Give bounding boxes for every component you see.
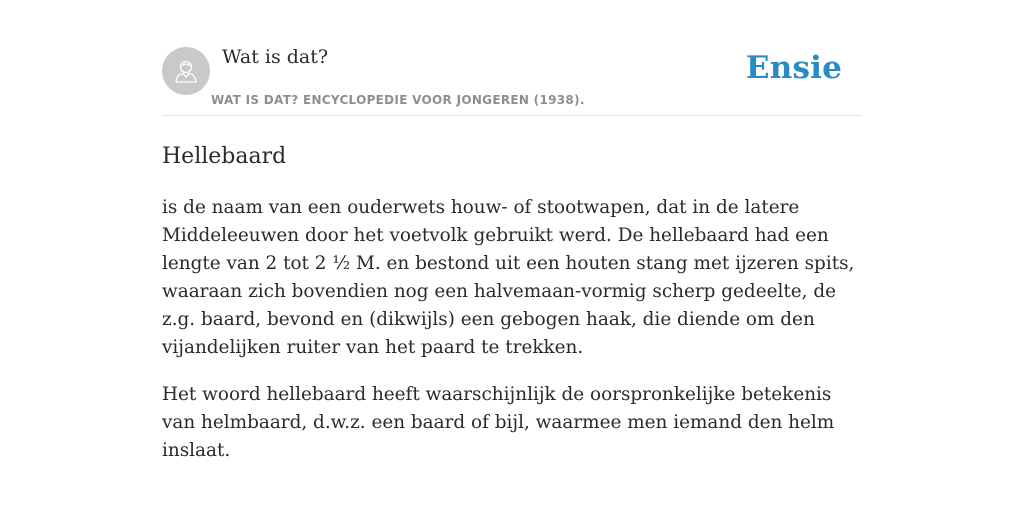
source-subtitle[interactable]: WAT IS DAT? ENCYCLOPEDIE VOOR JONGEREN (1938). (211, 93, 585, 107)
ensie-logo[interactable]: Ensie (745, 50, 842, 86)
source-header (162, 0, 862, 116)
page-container (162, 0, 862, 465)
article-paragraph: is de naam van een ouderwets houw- of stootwapen, dat in de latere Middeleeuwen door het voetvolk gebruikt werd. De hellebaard had een lengte van 2 tot 2 ½ M. en bestond uit een houten stang met ijzeren spits, waaraan zich bovendien nog een halvemaan-vormig scherp gedeelte, de z.g. baard, bevond en (dikwijls) een gebogen haak, die diende om den vijandelijken ruiter van het paard te trekken. (162, 197, 855, 358)
source-title[interactable]: Wat is dat? (222, 46, 329, 68)
article-paragraph: Het woord hellebaard heeft waarschijnlijk de oorspronkelijke betekenis van helmbaard, d.w.z. een baard of bijl, waarmee men iemand den helm inslaat. (162, 384, 835, 461)
user-avatar-icon[interactable] (162, 47, 210, 95)
article-headword: Hellebaard (162, 144, 287, 169)
person-outline-icon (171, 56, 201, 86)
